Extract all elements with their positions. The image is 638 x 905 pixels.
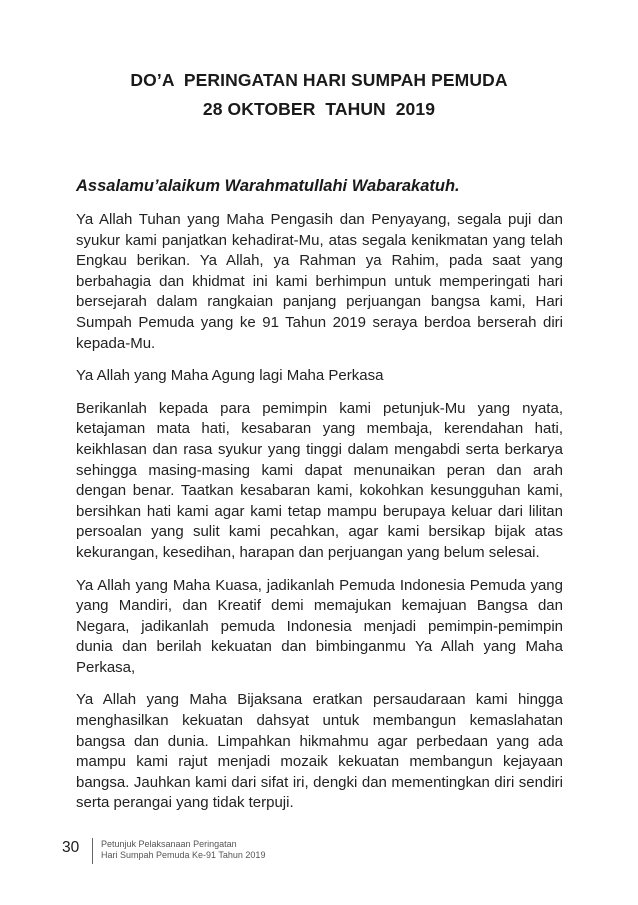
paragraph-opening: Ya Allah Tuhan yang Maha Pengasih dan Penyayang, segala puji dan syukur kami panjatkan kehadirat-Mu, atas segala kenikmatan yang telah Engkau berikan. Ya Allah, ya Rahman ya Rahim, pada saat yang berbahagia dan khidmat ini kami berhimpun untuk memperingati hari bersejarah dalam rangkaian panjang perjuangan bangsa kami, Hari Sumpah Pemuda yang ke 91 Tahun 2019 seraya berdoa berserah diri kepada-Mu. (76, 211, 563, 352)
footer-caption (101, 838, 265, 861)
page-number: 30 (62, 839, 80, 856)
paragraph-leaders: Berikanlah kepada para pemimpin kami petunjuk-Mu yang nyata, ketajaman mata hati, kesabaran yang membaja, kerendahan hati, keikhlasan dan rasa syukur yang tinggi dalam mengabdi serta berkarya sehingga masing-masing kami dapat menunaikan peran dan arah dengan benar. Taatkan kesabaran kami, kokohkan kesungguhan kami, bersihkan hati kami agar kami tetap mampu berupaya keluar dari lilitan persoalan yang sulit kami pecahkan, agar kami bersikap bijak atas kekurangan, kesedihan, harapan dan perjuangan yang belum selesai. (76, 399, 563, 561)
footer-caption-line1: Petunjuk Pelaksanaan Peringatan (101, 839, 237, 849)
greeting: Assalamu’alaikum Warahmatullahi Wabarakatuh. (76, 177, 460, 195)
document-title-line2: 28 OKTOBER TAHUN 2019 (202, 99, 436, 119)
paragraph-invocation: Ya Allah yang Maha Agung lagi Maha Perkasa (76, 367, 384, 385)
page-footer (62, 838, 265, 868)
footer-caption-line2: Hari Sumpah Pemuda Ke-91 Tahun 2019 (101, 850, 266, 860)
paragraph-youth: Ya Allah yang Maha Kuasa, jadikanlah Pemuda Indonesia Pemuda yang yang Mandiri, dan Kreatif demi memajukan kemajuan Bangsa dan Negara, jadikanlah pemuda Indonesia menjadi pemimpin-pemimpin dunia dan berilah kekuatan dan bimbinganmu Ya Allah yang Maha Perkasa, (76, 576, 563, 676)
footer-divider (92, 838, 93, 864)
document-title-line1: DO’A PERINGATAN HARI SUMPAH PEMUDA (130, 70, 508, 90)
prayer-body (76, 175, 563, 826)
paragraph-unity: Ya Allah yang Maha Bijaksana eratkan persaudaraan kami hingga menghasilkan kekuatan dahsyat untuk membangun kemaslahatan bangsa dan dunia. Limpahkan hikmahmu agar perbedaan yang ada mampu kami rajut menjadi mozaik kekuatan membangun kejayaan bangsa. Jauhkan kami dari sifat iri, dengki dan mementingkan diri sendiri serta perangai yang tidak terpuji. (76, 691, 563, 812)
